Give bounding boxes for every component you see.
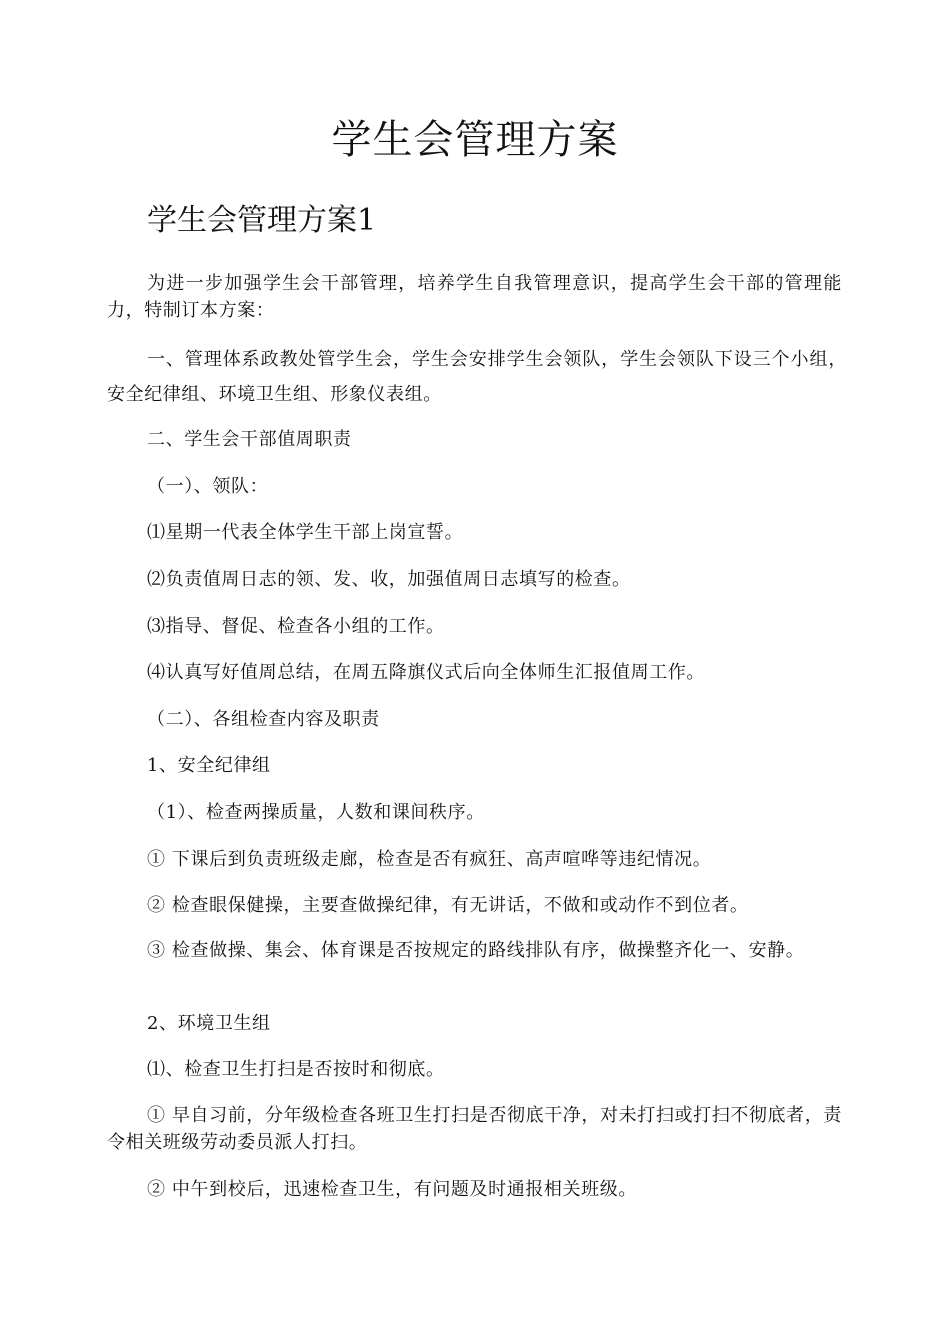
paragraph-leader-heading: （一）、领队： [147,476,269,497]
paragraph-leader-item-1: ⑴星期一代表全体学生干部上岗宣誓。 [147,522,464,543]
paragraph-leader-item-2: ⑵负责值周日志的领、发、收，加强值周日志填写的检查。 [147,569,631,590]
paragraph-safety-item-1: （1）、检查两操质量，人数和课间秩序。 [147,802,485,823]
paragraph-hygiene-sub-2: ② 中午到校后，迅速检查卫生，有问题及时通报相关班级。 [147,1179,637,1200]
paragraph-structure: 一、管理体系政教处管学生会，学生会安排学生会领队，学生会领队下设三个小组，安全纪律组、环境卫生组、形象仪表组。 [107,349,847,405]
paragraph-safety-group: 1、安全纪律组 [147,755,271,776]
paragraph-safety-sub-2: ② 检查眼保健操，主要查做操纪律，有无讲话，不做和或动作不到位者。 [147,895,749,916]
paragraph-groups-heading: （二）、各组检查内容及职责 [147,709,380,730]
paragraph-leader-item-4: ⑷认真写好值周总结，在周五降旗仪式后向全体师生汇报值周工作。 [147,662,705,683]
paragraph-duties-heading: 二、学生会干部值周职责 [147,429,352,450]
paragraph-hygiene-group: 2、环境卫生组 [147,1013,271,1034]
paragraph-safety-sub-3: ③ 检查做操、集会、体育课是否按规定的路线排队有序，做操整齐化一、安静。 [147,940,805,961]
paragraph-intro: 为进一步加强学生会干部管理，培养学生自我管理意识，提高学生会干部的管理能力，特制订本方案： [107,273,842,321]
document-title: 学生会管理方案 [331,117,619,163]
paragraph-hygiene-item-1: ⑴、检查卫生打扫是否按时和彻底。 [147,1059,445,1080]
section-title: 学生会管理方案1 [147,203,377,238]
paragraph-hygiene-sub-1: ① 早自习前，分年级检查各班卫生打扫是否彻底干净，对未打扫或打扫不彻底者，责令相关班级劳动委员派人打扫。 [107,1105,842,1153]
paragraph-safety-sub-1: ① 下课后到负责班级走廊，检查是否有疯狂、高声喧哗等违纪情况。 [147,849,712,870]
paragraph-leader-item-3: ⑶指导、督促、检查各小组的工作。 [147,616,445,637]
